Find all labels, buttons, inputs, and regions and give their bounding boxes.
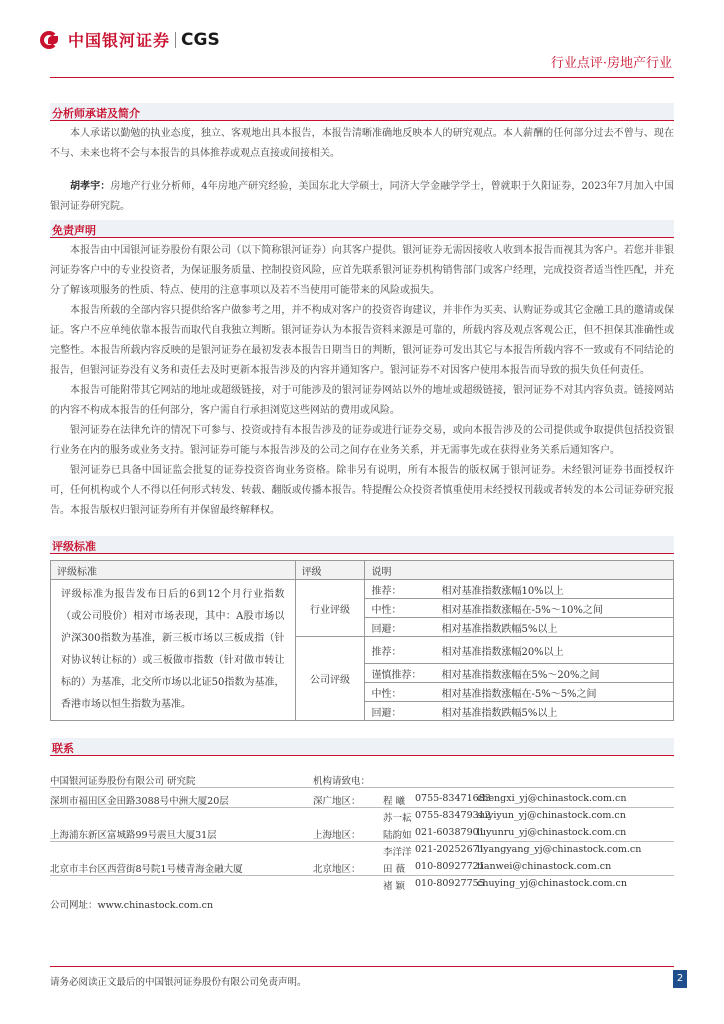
contact-row — [50, 792, 674, 808]
company-website[interactable]: 公司网址：www.chinastock.com.cn — [50, 900, 214, 911]
logo-chinese-text: 中国银河证券 — [68, 31, 171, 50]
rating-level: 推荐： — [371, 646, 402, 658]
rating-level: 回避： — [371, 623, 402, 635]
rating-level: 回避： — [371, 707, 402, 719]
rating-desc: 相对基准指数涨幅在5%～20%之间 — [441, 669, 600, 681]
rating-level-cell — [365, 618, 674, 637]
contact-row — [50, 860, 674, 876]
rating-level: 中性： — [371, 688, 402, 700]
contact-email[interactable]: luyunru_yj@chinastock.com.cn — [477, 827, 627, 838]
contact-phone: 0755-83479312 — [415, 810, 491, 821]
rating-level-cell — [365, 664, 674, 683]
logo-divider — [175, 32, 176, 48]
logo-mark-icon — [40, 29, 62, 51]
report-type-title: 行业点评·房地产行业 — [550, 56, 672, 71]
contact-email[interactable]: chengxi_yj@chinastock.com.cn — [477, 793, 627, 804]
disclaimer-paragraph: 本报告由中国银河证券股份有限公司（以下简称银河证券）向其客户提供。银河证券无需因接收人收到本报告而视其为客户。若您并非银河证券客户中的专业投资者，为保证服务质量、控制投资风险，应首先联系银河证券机构销售部门或客户经理，完成投资者适当性匹配，并充分了解该项服务的性质、特点、使用的注意事项以及若不当使用可能带来的风险或损失。 — [50, 245, 674, 296]
analyst-bio-text: 房地产行业分析师，4年房地产研究经验，美国东北大学硕士，同济大学金融学学士，曾就职于久阳证券，2023年7月加入中国银河证券研究院。 — [50, 181, 674, 212]
table-header-cell: 说明 — [365, 561, 674, 580]
contact-name: 李洋洋 — [383, 847, 412, 858]
analyst-section-header — [50, 103, 674, 121]
office-address: 北京市丰台区西营街8号院1号楼青海金融大厦 — [50, 864, 243, 875]
disclaimer-paragraph: 银河证券在法律允许的情况下可参与、投资或持有本报告涉及的证券或进行证券交易，或向本报告涉及的公司提供或争取提供包括投资银行业务在内的服务或业务支持。银河证券可能与本报告涉及的公司之间存在业务关系，并无需事先或在获得业务关系后通知客户。 — [50, 425, 674, 456]
rating-level-cell — [365, 580, 674, 599]
contact-email[interactable]: suyiyun_yj@chinastock.com.cn — [477, 810, 626, 821]
table-header-cell: 评级标准 — [51, 561, 296, 580]
rating-level-cell — [365, 702, 674, 721]
contact-section-header — [50, 738, 674, 756]
analyst-statement: 本人承诺以勤勉的执业态度，独立、客观地出具本报告，本报告清晰准确地反映本人的研究观点。本人薪酬的任何部分过去不曾与、现在不与、未来也将不会与本报告的具体推荐或观点直接或间接相关。 — [50, 128, 674, 159]
disclaimer-heading: 免责声明 — [52, 224, 96, 237]
contact-phone: 0755-83471683 — [415, 793, 491, 804]
rating-heading: 评级标准 — [52, 540, 96, 553]
contact-email[interactable]: chuying_yj@chinastock.com.cn — [477, 878, 628, 889]
footer-divider — [50, 966, 674, 967]
disclaimer-paragraph: 本报告版权归银河证券所有并保留最终解释权。 — [70, 505, 280, 516]
contact-row — [50, 877, 674, 893]
rating-level: 中性： — [371, 604, 402, 616]
contact-phone: 021-60387901 — [415, 827, 485, 838]
industry-rating-label: 行业评级 — [295, 580, 365, 637]
company-name: 中国银河证券股份有限公司 研究院 — [50, 776, 196, 787]
contact-name: 田 薇 — [383, 864, 406, 875]
disclaimer-paragraph: 本报告可能附带其它网站的地址或超级链接，对于可能涉及的银河证券网站以外的地址或超级链接，银河证券不对其内容负责。链接网站的内容不构成本报告的任何部分，客户需自行承担浏览这些网站的费用或风险。 — [50, 385, 674, 416]
rating-table — [50, 560, 674, 721]
rating-desc: 相对基准指数涨幅10%以上 — [441, 585, 564, 597]
rating-desc: 相对基准指数涨幅在-5%～10%之间 — [441, 604, 603, 616]
rating-level: 推荐： — [371, 585, 402, 597]
region-label: 深广地区： — [313, 796, 361, 807]
contact-row — [50, 826, 674, 842]
table-header-row — [51, 561, 674, 580]
rating-desc: 相对基准指数跌幅5%以上 — [441, 623, 558, 635]
contact-name: 程 曦 — [383, 796, 406, 807]
contact-email[interactable]: tianwei@chinastock.com.cn — [477, 861, 612, 872]
rating-desc: 相对基准指数涨幅20%以上 — [441, 646, 564, 658]
contact-phone: 010-80927721 — [415, 861, 485, 872]
rating-section-header — [50, 536, 674, 554]
region-label: 上海地区： — [313, 830, 361, 841]
contact-row — [50, 843, 674, 859]
sales-label: 机构请致电： — [313, 776, 371, 787]
page-number: 2 — [673, 970, 687, 988]
contact-name: 褚 颖 — [383, 881, 406, 892]
analyst-heading: 分析师承诺及简介 — [52, 107, 140, 120]
disclaimer-section-header — [50, 220, 674, 238]
company-logo — [40, 28, 220, 51]
company-rating-label: 公司评级 — [295, 637, 365, 721]
contact-header-row — [50, 772, 674, 788]
rating-desc: 相对基准指数涨幅在-5%～5%之间 — [441, 688, 597, 700]
rating-level-cell — [365, 683, 674, 702]
page-header — [0, 0, 724, 80]
footer-disclaimer: 请务必阅读正文最后的中国银河证券股份有限公司免责声明。 — [50, 977, 307, 988]
contact-phone: 021-20252671 — [415, 844, 485, 855]
header-divider — [50, 77, 674, 78]
logo-english-text: CGS — [181, 29, 220, 50]
contact-block — [50, 772, 674, 912]
table-row — [51, 580, 674, 599]
region-label: 北京地区： — [313, 864, 361, 875]
contact-row — [50, 809, 674, 825]
rating-desc: 相对基准指数跌幅5%以上 — [441, 707, 558, 719]
contact-name: 苏一耘 — [383, 813, 412, 824]
table-header-cell: 评级 — [295, 561, 365, 580]
rating-level-cell — [365, 599, 674, 618]
contact-name: 陆韵如 — [383, 830, 412, 841]
office-address: 上海浦东新区富城路99号震旦大厦31层 — [50, 830, 217, 841]
contact-heading: 联系 — [52, 742, 74, 755]
contact-email[interactable]: liyangyang_yj@chinastock.com.cn — [477, 844, 642, 855]
analyst-name: 胡孝宇： — [70, 181, 111, 192]
rating-description: 评级标准为报告发布日后的6到12个月行业指数（或公司股价）相对市场表现，其中：A股市场以沪深300指数为基准，新三板市场以三板成指（针对协议转让标的）或三板做市指数（针对做市转让标的）为基准，北交所市场以北证50指数为基准，香港市场以恒生指数为基准。 — [51, 580, 296, 721]
contact-phone: 010-80927755 — [415, 878, 485, 889]
rating-level: 谨慎推荐： — [371, 669, 422, 681]
website-row — [50, 896, 674, 912]
office-address: 深圳市福田区金田路3088号中洲大厦20层 — [50, 796, 229, 807]
analyst-bio — [50, 177, 674, 217]
rating-level-cell — [365, 637, 674, 664]
disclaimer-paragraph: 银河证券已具备中国证监会批复的证券投资咨询业务资格。除非另有说明，所有本报告的版权属于银河证券。未经银河证券书面授权许可，任何机构或个人不得以任何形式转发、转载、翻版或传播本报告。特提醒公众投资者慎重使用未经授权刊载或者转发的本公司证券研究报告。 — [50, 465, 674, 516]
disclaimer-paragraph: 本报告所载的全部内容只提供给客户做参考之用，并不构成对客户的投资咨询建议，并非作为买卖、认购证券或其它金融工具的邀请或保证。客户不应单纯依靠本报告而取代自我独立判断。银河证券认为本报告资料来源是可靠的，所载内容及观点客观公正，但不担保其准确性或完整性。本报告所载内容反映的是银河证券在最初发表本报告日期当日的判断，银河证券可发出其它与本报告所载内容不一致或有不同结论的报告，但银河证券没有义务和责任去及时更新本报告涉及的内容并通知客户。银河证券不对因客户使用本报告而导致的损失负任何责任。 — [50, 305, 674, 376]
